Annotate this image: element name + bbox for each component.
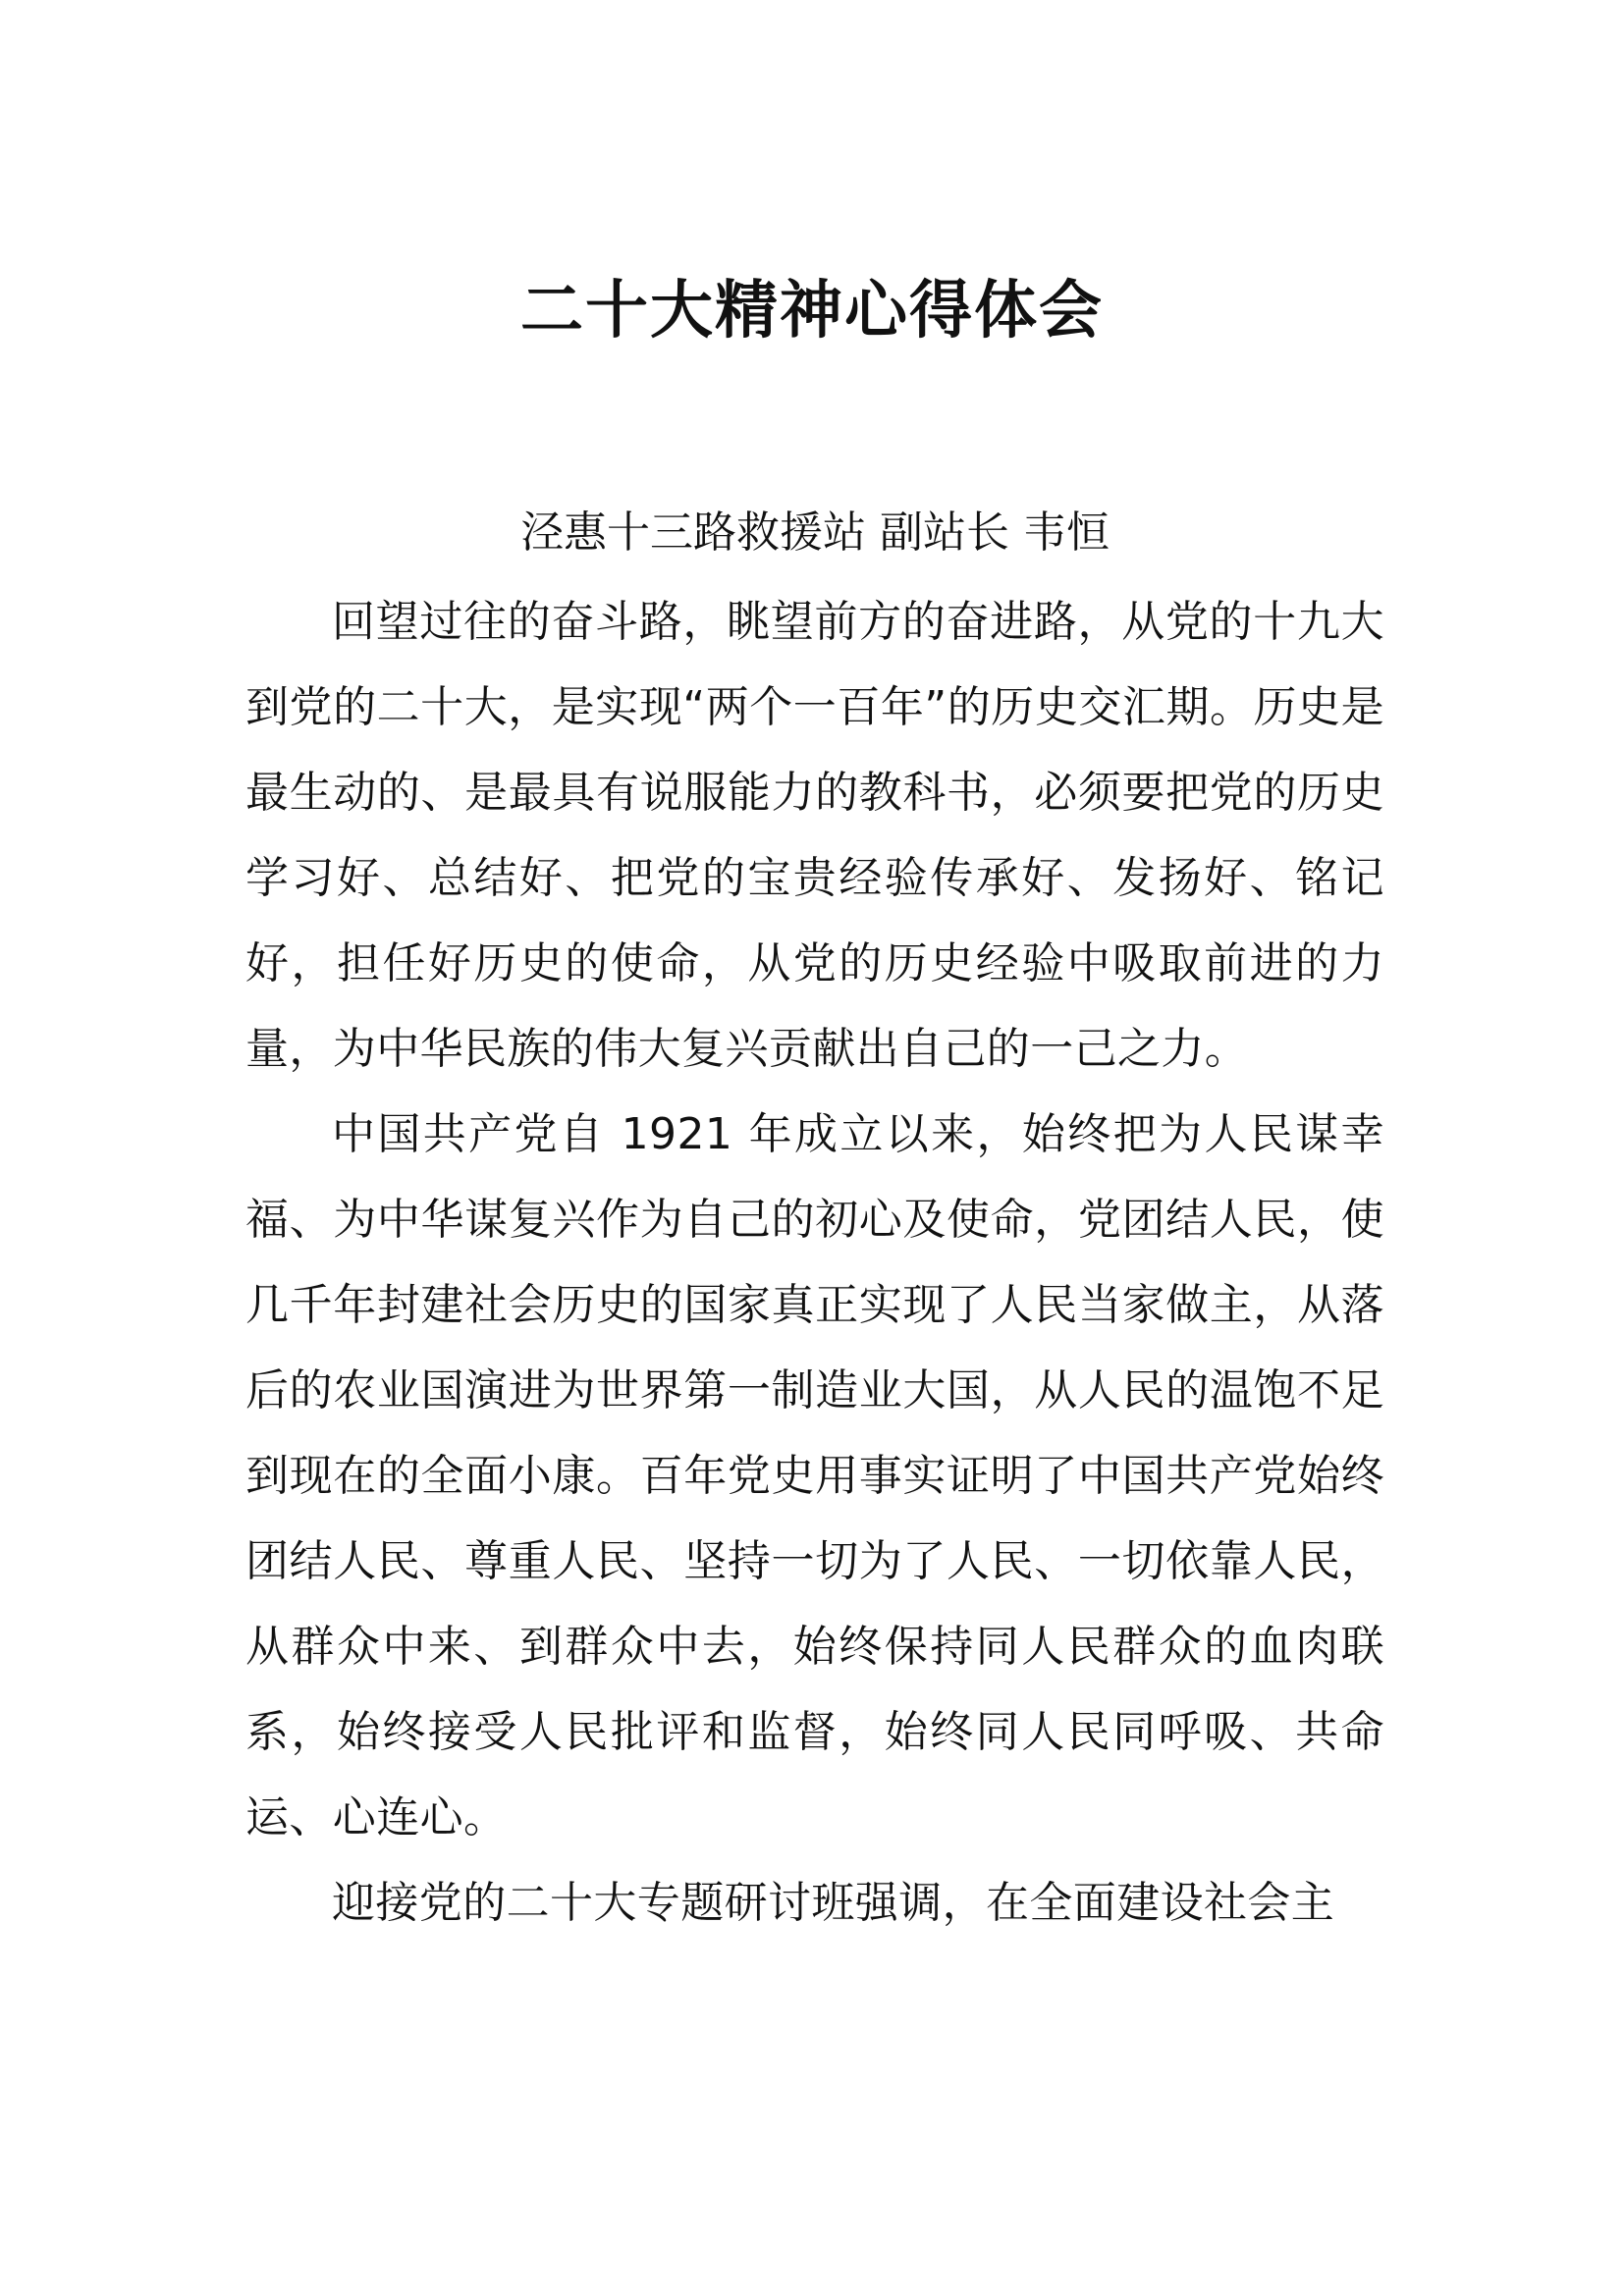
body-paragraph-1: 回望过往的奋斗路，眺望前方的奋进路，从党的十九大到党的二十大，是实现“两个一百年”的历史交汇期。历史是最生动的、是最具有说服能力的教科书，必须要把党的历史学习好、总结好、把党的宝贵经验传承好、发扬好、铭记好，担任好历史的使命，从党的历史经验中吸取前进的力量，为中华民族的伟大复兴贡献出自己的一己之力。 [245,597,1384,1074]
body-paragraph-3: 迎接党的二十大专题研讨班强调，在全面建设社会主 [332,1878,1335,1928]
author-byline: 泾惠十三路救援站 副站长 韦恒 [520,507,1110,558]
page-title: 二十大精神心得体会 [520,274,1104,347]
body-paragraph-2: 中国共产党自 1921 年成立以来，始终把为人民谋幸福、为中华谋复兴作为自己的初心及使命，党团结人民，使几千年封建社会历史的国家真正实现了人民当家做主，从落后的农业国演进为世界第一制造业大国，从人民的温饱不足到现在的全面小康。百年党史用事实证明了中国共产党始终团结人民、尊重人民、坚持一切为了人民、一切依靠人民，从群众中来、到群众中去，始终保持同人民群众的血肉联系，始终接受人民批评和监督，始终同人民同呼吸、共命运、心连心。 [245,1109,1384,1842]
document-body [245,579,1384,1946]
